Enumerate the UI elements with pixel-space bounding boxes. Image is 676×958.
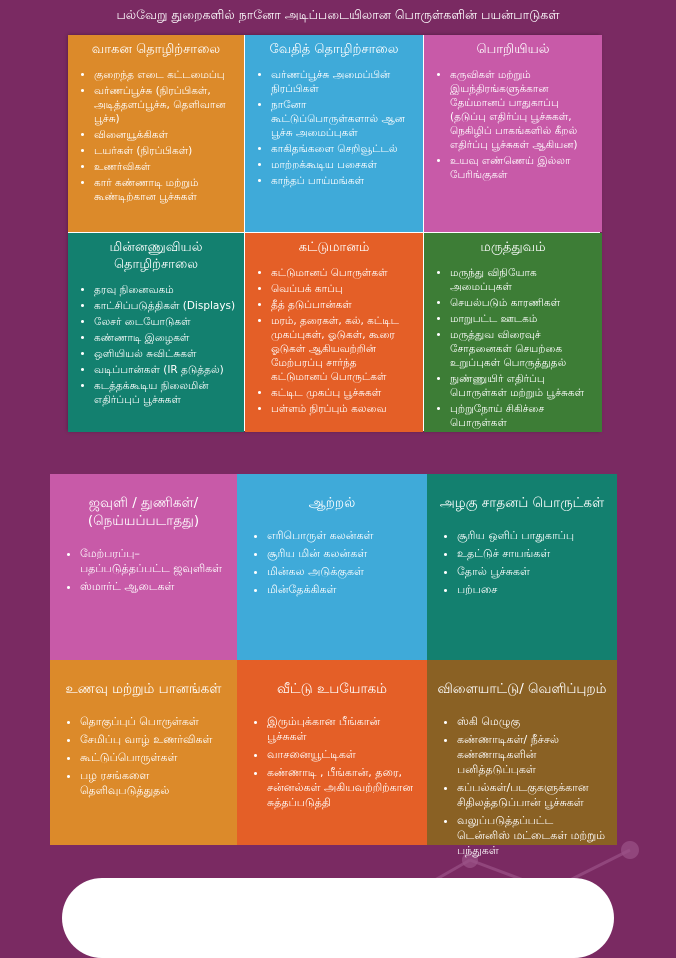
list-item: • வாசனையூட்டிகள்: [267, 747, 419, 762]
category-medicine: [424, 233, 602, 432]
list-item: • ஸ்கி மெழுகு: [457, 714, 609, 729]
category-energy: [237, 474, 427, 660]
category-chemical-industry: [245, 35, 423, 232]
list-item: • கண்ணாடி இழைகள்: [94, 331, 236, 345]
category-list: [245, 714, 419, 810]
list-item: • சூரிய ஒளிப் பாதுகாப்பு: [457, 528, 609, 543]
list-item: • வர்ணப்பூச்சு (நிரப்பிகள், அடித்தளப்பூச்சு, தெளிவான பூச்சு): [94, 84, 236, 126]
list-item: • தோல் பூச்சுகள்: [457, 564, 609, 579]
list-item: • செயல்படும் காரணிகள்: [450, 296, 594, 310]
category-sports-outdoor: [427, 660, 617, 857]
category-textiles: [50, 474, 237, 660]
list-item: • பழ ரசங்களை தெளிவுபடுத்துதல்: [80, 768, 229, 798]
list-item: • கருவிகள் மற்றும் இயந்திரங்களுக்கான தேய்மானப் பாதுகாப்பு (தடுப்பு எதிர்ப்பு பூச்சுகள், நெகிழிப் பாகங்களில் கீறல் எதிர்ப்பு பூச்சுகள் ஆகியன): [450, 68, 594, 152]
list-item: • வினையூக்கிகள்: [94, 128, 236, 142]
list-item: • பள்ளம் நிரப்பும் கலவை: [271, 402, 415, 416]
category-heading: மின்னணுவியல் தொழிற்சாலை: [109, 240, 203, 272]
category-heading: வீட்டு உபயோகம்: [276, 681, 387, 697]
list-item: • சூரிய மின் கலன்கள்: [267, 546, 419, 561]
category-heading: பொறியியல்: [476, 42, 550, 57]
category-heading: உணவு மற்றும் பானங்கள்: [65, 681, 222, 697]
list-item: • கண்ணாடிகள்/ நீச்சல் கண்ணாடிகளின் பனித்தடுப்புகள்: [457, 732, 609, 777]
list-item: • மேற்பரப்பு– பதப்படுத்தப்பட்ட ஜவுளிகள்: [80, 546, 229, 576]
list-item: • இரும்புக்கான பீங்கான் பூச்சுகள்: [267, 714, 419, 744]
list-item: • தீத் தடுப்பான்கள்: [271, 298, 415, 312]
category-heading: ஜவுளி / துணிகள்/ (நெய்யப்படாதது): [87, 495, 200, 529]
list-item: • மரம், தரைகள், கல், கட்டிட முகப்புகள், ஓடுகள், கூரை ஓடுகள் ஆகியவற்றின் மேற்பரப்பு சார்ந்த கட்டுமானப் பொருட்கள்: [271, 314, 415, 384]
list-item: • மருத்துவ விரைவுச் சோதனைகள் செயற்கை உறுப்புகள் பொருத்துதல்: [450, 328, 594, 370]
category-list: [58, 714, 229, 798]
list-item: • கண்ணாடி , பீங்கான், தரை, சன்னல்கள் அகியவற்றிற்கான சுத்தப்படுத்தி: [267, 765, 419, 810]
list-item: • மின்கல அடுக்குகள்: [267, 564, 419, 579]
list-item: • மாறுபட்ட ஊடகம்: [450, 312, 594, 326]
category-engineering: [424, 35, 602, 232]
category-heading: கட்டுமானம்: [298, 240, 370, 255]
list-item: • வர்ணப்பூச்சு அமைப்பின் நிரப்பிகள்: [271, 68, 415, 96]
list-item: • கூட்டுப்பொருள்கள்: [80, 750, 229, 765]
category-list: [58, 546, 229, 594]
category-heading: மருத்துவம்: [480, 240, 546, 255]
applications-grid-bottom: [50, 474, 617, 857]
category-heading: வாகன தொழிற்சாலை: [91, 42, 221, 57]
list-item: • உணர்விகள்: [94, 160, 236, 174]
list-item: • கடத்தக்கூடிய நிலைமின் எதிர்ப்புப் பூச்சுகள்: [94, 379, 236, 407]
list-item: • லேசர் டையோடுகள்: [94, 315, 236, 329]
list-item: • டயர்கள் (நிரப்பிகள்): [94, 144, 236, 158]
category-list: [245, 528, 419, 597]
category-list: [435, 528, 609, 597]
page-title: பல்வேறு துறைகளில் நானோ அடிப்படையிலான பொருள்களின் பயன்பாடுகள்: [116, 7, 560, 22]
category-automotive: [68, 35, 244, 232]
list-item: • ஸ்மார்ட் ஆடைகள்: [80, 579, 229, 594]
list-item: • காட்சிப்படுத்திகள் (Displays): [94, 299, 236, 313]
list-item: • குறைந்த எடை கட்டமைப்பு: [94, 68, 236, 82]
list-item: • கட்டுமானப் பொருள்கள்: [271, 266, 415, 280]
list-item: • மின்தேக்கிகள்: [267, 582, 419, 597]
category-household: [237, 660, 427, 845]
category-heading: வேதித் தொழிற்சாலை: [269, 42, 399, 57]
category-list: [435, 714, 609, 858]
list-item: • மாற்றக்கூடிய பசைகள்: [271, 158, 415, 172]
list-item: • கப்பல்கள்/படகுகளுக்கான சிதிலத்தடுப்பான் பூச்சுகள்: [457, 780, 609, 810]
category-heading: விளையாட்டு/ வெளிப்புறம்: [437, 681, 607, 697]
category-list: [432, 68, 594, 182]
list-item: • கார் கண்ணாடி மற்றும் கூண்டிற்கான பூச்சுகள்: [94, 176, 236, 204]
list-item: • நானோ கூட்டுப்பொருள்களால் ஆன பூச்சு அமைப்புகள்: [271, 98, 415, 140]
category-heading: அழகு சாதனப் பொருட்கள்: [439, 495, 605, 511]
list-item: • தரவு நினைவகம்: [94, 283, 236, 297]
applications-grid-top: [68, 35, 600, 431]
category-heading: ஆற்றல்: [308, 495, 356, 511]
list-item: • உயவு எண்ணெய் இல்லா பேரிங்குகள்: [450, 154, 594, 182]
category-cosmetics: [427, 474, 617, 660]
category-list: [253, 68, 415, 188]
next-section-card: [62, 878, 614, 958]
list-item: • காந்தப் பாய்மங்கள்: [271, 174, 415, 188]
list-item: • சேமிப்பு வாழ் உணர்விகள்: [80, 732, 229, 747]
category-food-beverages: [50, 660, 237, 845]
list-item: • மருந்து விநியோக அமைப்புகள்: [450, 266, 594, 294]
list-item: • எரிபொருள் கலன்கள்: [267, 528, 419, 543]
list-item: • ஒளியியல் சுவிட்சுகள்: [94, 347, 236, 361]
list-item: • புற்றுநோய் சிகிச்சை பொருள்கள்: [450, 402, 594, 430]
list-item: • நுண்ணுயிர் எதிர்ப்பு பொருள்கள் மற்றும் பூச்சுகள்: [450, 372, 594, 400]
list-item: • வடிப்பான்கள் (IR தடுத்தல்): [94, 363, 236, 377]
list-item: • வலுப்படுத்தப்பட்ட டென்னிஸ் மட்டைகள் மற்றும் பந்துகள்: [457, 813, 609, 858]
category-list: [76, 68, 236, 204]
category-list: [76, 283, 236, 407]
category-construction: [245, 233, 423, 432]
category-list: [253, 266, 415, 416]
list-item: • வெப்பக் காப்பு: [271, 282, 415, 296]
list-item: • உதட்டுச் சாயங்கள்: [457, 546, 609, 561]
list-item: • காகிதங்களை செறிவூட்டல்: [271, 142, 415, 156]
list-item: • கட்டிட முகப்பு பூச்சுகள்: [271, 386, 415, 400]
category-electronics: [68, 233, 244, 432]
list-item: • பற்பசை: [457, 582, 609, 597]
list-item: • தொகுப்புப் பொருள்கள்: [80, 714, 229, 729]
category-list: [432, 266, 594, 430]
